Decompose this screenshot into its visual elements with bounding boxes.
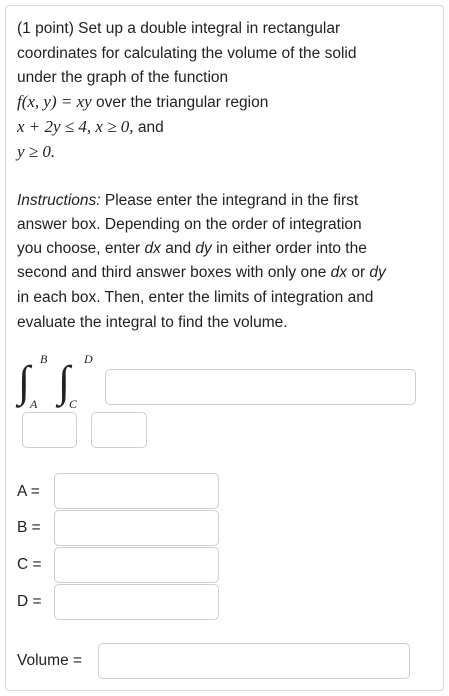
- instructions-line-6: evaluate the integral to find the volume.: [17, 314, 288, 331]
- question-line-4: [17, 90, 268, 115]
- limit-a-label: A =: [17, 483, 40, 500]
- instructions-line-1: [17, 189, 358, 213]
- integrand-input[interactable]: [105, 369, 416, 405]
- instructions-text-4b: or: [347, 264, 370, 281]
- dx-term-2: dx: [330, 264, 348, 281]
- instructions-line-2: answer box. Depending on the order of integration: [17, 216, 362, 233]
- region-inequalities: x + 2y ≤ 4, x ≥ 0,: [17, 117, 134, 136]
- first-differential-input[interactable]: [22, 412, 77, 448]
- question-line-5: [17, 115, 164, 140]
- instructions-text-4a: second and third answer boxes with only one: [17, 264, 331, 281]
- instructions-line-3: [17, 237, 367, 261]
- lower-limit-outer: A: [30, 397, 38, 411]
- second-differential-input[interactable]: [91, 412, 147, 448]
- instructions-text-3a: you choose, enter: [17, 240, 145, 257]
- question-line-3: under the graph of the function: [17, 69, 229, 86]
- instructions-line-5: in each box. Then, enter the limits of integration and: [17, 289, 374, 306]
- outer-integral-sign: ∫: [18, 357, 31, 406]
- function-rest-text: over the triangular region: [91, 94, 269, 111]
- instructions-line-4: [17, 261, 386, 285]
- limit-d-label: D =: [17, 593, 42, 610]
- inner-integral-sign: ∫: [58, 357, 71, 406]
- volume-input[interactable]: [98, 643, 410, 679]
- upper-limit-inner: D: [84, 352, 93, 366]
- volume-label: Volume =: [17, 652, 83, 669]
- dy-term: dy: [195, 240, 212, 257]
- limit-c-input[interactable]: [54, 547, 219, 583]
- limit-c-label: C =: [17, 556, 42, 573]
- limit-d-input[interactable]: [54, 584, 219, 620]
- region-and-text: and: [133, 119, 164, 136]
- instructions-label: Instructions:: [17, 192, 101, 209]
- limit-a-input[interactable]: [54, 473, 219, 509]
- instructions-text-3c: in either order into the: [211, 240, 367, 257]
- lower-limit-inner: C: [69, 397, 78, 411]
- instructions-text-1: Please enter the integrand in the first: [100, 192, 359, 209]
- function-formula: f(x, y) = xy: [17, 92, 92, 111]
- dy-term-2: dy: [369, 264, 386, 281]
- question-line-2: coordinates for calculating the volume of the solid: [17, 45, 357, 62]
- question-line-1: (1 point) Set up a double integral in rectangular: [17, 20, 341, 37]
- limit-b-input[interactable]: [54, 510, 219, 546]
- dx-term: dx: [144, 240, 161, 257]
- instructions-text-3b: and: [160, 240, 196, 257]
- limit-b-label: B =: [17, 519, 41, 536]
- region-last-inequality: y ≥ 0.: [17, 142, 56, 161]
- upper-limit-outer: B: [40, 352, 48, 366]
- question-line-6: [17, 140, 55, 165]
